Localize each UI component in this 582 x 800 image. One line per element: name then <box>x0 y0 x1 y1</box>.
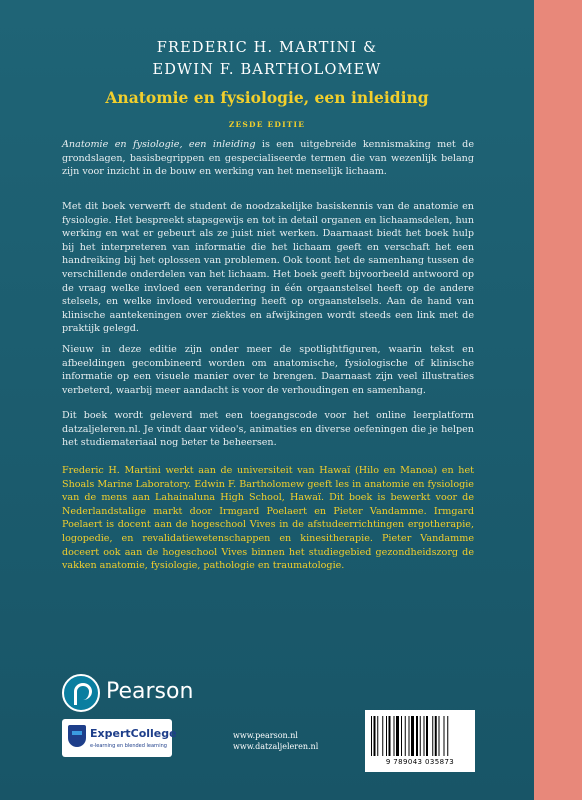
barcode-bar <box>405 716 406 756</box>
pearson-logo-text: Pearson <box>106 679 194 704</box>
author-line-1: FREDERIC H. MARTINI & <box>156 40 378 56</box>
expertcollege-subtitle: e-learning en blended learning <box>90 743 167 749</box>
shield-icon <box>68 725 86 747</box>
barcode-bar <box>416 716 418 756</box>
new-edition-paragraph: Nieuw in deze editie zijn onder meer de spotlightfiguren, waarin tekst en afbeeldingen gecombineerd worden om anatomische, fysiologische of klinische informatie op een visuele manier over te brengen. Daarnaast zijn veel illustraties verbeterd, waarbij meer aandacht is voor de verhoudingen en samenhang. <box>62 344 474 396</box>
barcode-bar <box>382 716 383 756</box>
url-datzaljeleren[interactable]: www.datzaljeleren.nl <box>233 742 319 751</box>
author-bio-paragraph: Frederic H. Martini werkt aan de universiteit van Hawaï (Hilo en Manoa) en het Shoals Marine Laboratory. Edwin F. Bartholomew geeft les in anatomie en fysiologie van de mens aan Lahainaluna High School, Hawaï. Dit boek is bewerkt voor de Nederlandstalige markt door Irmgard Poelaert en Pieter Vandamme. Irmgard Poelaert is docent aan de hogeschool Vives in de afstudeerrichtingen ergotherapie, logopedie, en revalidatiewetenschappen en kinesitherapie. Pieter Vandamme doceert ook aan de hogeschool Vives binnen het studiegebied gezondheidszorg de vakken anatomie, fysiologie, pathologie en traumatologie. <box>62 465 474 572</box>
barcode-bar <box>401 716 402 756</box>
author-line-2: EDWIN F. BARTHOLOMEW <box>152 62 382 78</box>
intro-paragraph <box>62 138 474 179</box>
barcode-icon <box>371 716 469 756</box>
barcode-bar <box>439 716 440 756</box>
url-list <box>233 730 318 752</box>
barcode-bar <box>411 716 414 756</box>
intro-title-italic: Anatomie en fysiologie, een inleiding <box>62 139 256 150</box>
barcode-bar <box>432 716 433 756</box>
pearson-logo-icon <box>62 674 100 712</box>
isbn-number: 9 789043 035873 <box>385 758 455 766</box>
edition-label: ZESDE EDITIE <box>228 120 306 129</box>
book-title: Anatomie en fysiologie, een inleiding <box>105 88 429 107</box>
barcode-bar <box>386 716 387 756</box>
barcode-bar <box>426 716 428 756</box>
description-paragraph: Met dit boek verwerft de student de noodzakelijke basiskennis van de anatomie en fysiologie. Het bespreekt stapsgewijs en tot in detail organen en lichaamsdelen, hun werking en wat er gebeurt als ze juist niet werken. Daarnaast biedt het boek hulp bij het interpreteren van informatie die het lichaam geeft en verschaft het een handreiking bij het oplossen van problemen. Ook toont het de samenhang tussen de verschillende onderdelen van het lichaam. Het boek geeft bijvoorbeeld antwoord op de vraag welke invloed een verandering in één orgaanstelsel heeft op de andere stelsels, en welke invloed veroudering heeft op orgaanstelsels. Aan de hand van klinische aantekeningen over ziektes en afwijkingen wordt steeds een link met de praktijk gelegd. <box>62 201 474 335</box>
url-pearson[interactable]: www.pearson.nl <box>233 731 298 740</box>
expertcollege-title: ExpertCollege <box>90 727 177 740</box>
spine-strip <box>534 0 582 800</box>
barcode-bar <box>371 716 372 756</box>
barcode-bar <box>444 716 445 756</box>
barcode-bar <box>389 716 391 756</box>
barcode-bar <box>374 716 376 756</box>
barcode-bar <box>435 716 437 756</box>
barcode-bar <box>394 716 395 756</box>
expertcollege-logo <box>62 719 177 757</box>
online-platform-paragraph: Dit boek wordt geleverd met een toegangscode voor het online leerplatform datzaljeleren.nl. Je vindt daar video's, animaties en diverse oefeningen die je helpen het studiemateriaal nog beter te beheersen. <box>62 410 474 449</box>
barcode-bar <box>424 716 425 756</box>
isbn-barcode <box>365 710 475 772</box>
barcode-bar <box>420 716 421 756</box>
barcode-bar <box>377 716 378 756</box>
barcode-bar <box>409 716 410 756</box>
barcode-bar <box>396 716 399 756</box>
intro-text: is een uitgebreide kennismaking met de grondslagen, basisbegrippen en gespecialiseerde termen die van wezenlijk belang zijn voor inzicht in de bouw en werking van het menselijk lichaam. <box>62 139 474 178</box>
barcode-bar <box>447 716 448 756</box>
